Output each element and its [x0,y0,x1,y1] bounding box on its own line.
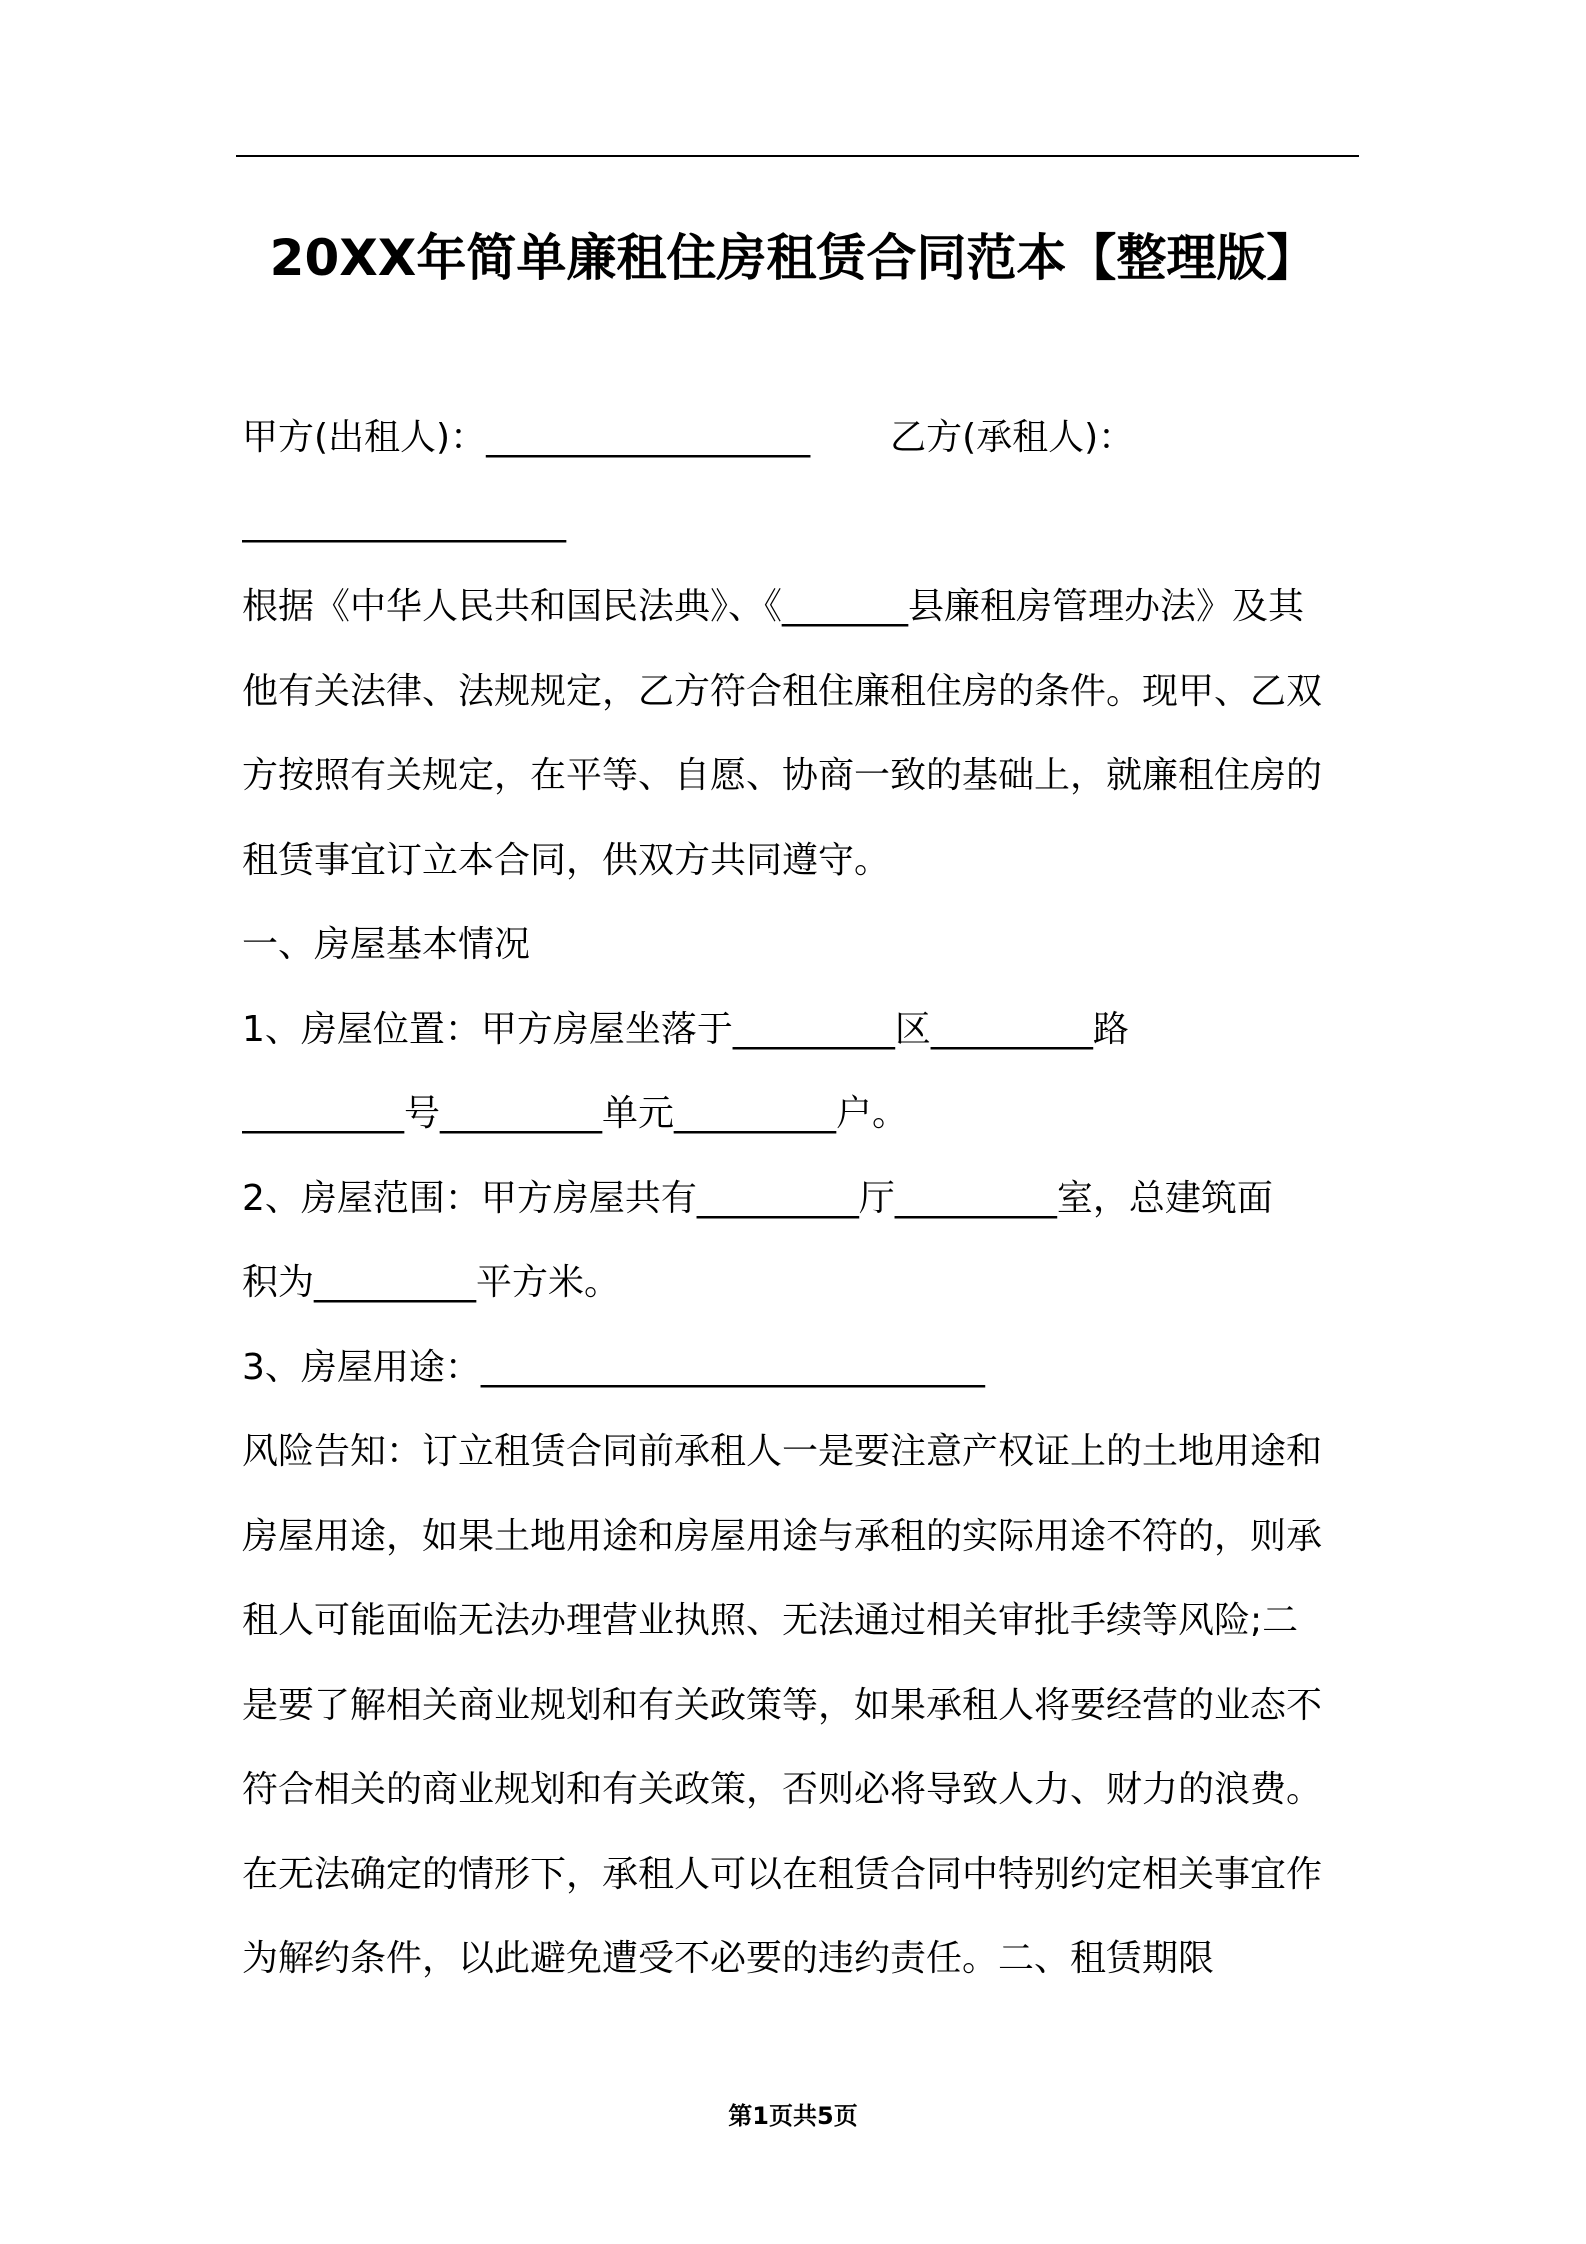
body-line: 他有关法律、法规规定，乙方符合租住廉租住房的条件。现甲、乙双 [242,670,1323,712]
body-line: 符合相关的商业规划和有关政策，否则必将导致人力、财力的浪费。 [242,1769,1323,1810]
party-b-field: 乙方(承租人)： [890,417,1135,458]
body-line: 方按照有关规定，在平等、自愿、协商一致的基础上，就廉租住房的 [242,755,1323,796]
body-line: 风险告知：订立租赁合同前承租人一是要注意产权证上的土地用途和 [242,1431,1323,1472]
body-line: 是要了解相关商业规划和有关政策等，如果承租人将要经营的业态不 [242,1684,1323,1726]
page-number: 第1页共5页 [728,2102,858,2130]
section-heading: 一、房屋基本情况 [242,924,531,965]
body-line: 2、房屋范围：甲方房屋共有_________厅_________室，总建筑面 [242,1177,1273,1219]
body-line: _________号_________单元_________户。 [242,1093,908,1134]
body-line: 3、房屋用途：____________________________ [242,1346,985,1388]
body-line: 租赁事宜订立本合同，供双方共同遵守。 [242,839,891,881]
document-title: 20XX年简单廉租住房租赁合同范本【整理版】 [269,229,1317,287]
body-line: 为解约条件，以此避免遭受不必要的违约责任。二、租赁期限 [242,1938,1215,1979]
body-line: 在无法确定的情形下，承租人可以在租赁合同中特别约定相关事宜作 [242,1853,1323,1895]
body-line: 房屋用途，如果土地用途和房屋用途与承租的实际用途不符的，则承 [242,1515,1323,1557]
document-body [242,396,1359,2002]
party-a-field: 甲方(出租人)：__________________ [242,417,811,458]
header-rule [236,155,1359,157]
body-line: 根据《中华人民共和国民法典》、《_______县廉租房管理办法》及其 [242,586,1305,627]
party-b-blank: __________________ [242,501,566,543]
body-line: 1、房屋位置：甲方房屋坐落于_________区_________路 [242,1008,1129,1050]
body-line: 租人可能面临无法办理营业执照、无法通过相关审批手续等风险;二 [242,1600,1299,1641]
body-line: 积为_________平方米。 [242,1262,621,1303]
parties-line [242,396,1359,481]
